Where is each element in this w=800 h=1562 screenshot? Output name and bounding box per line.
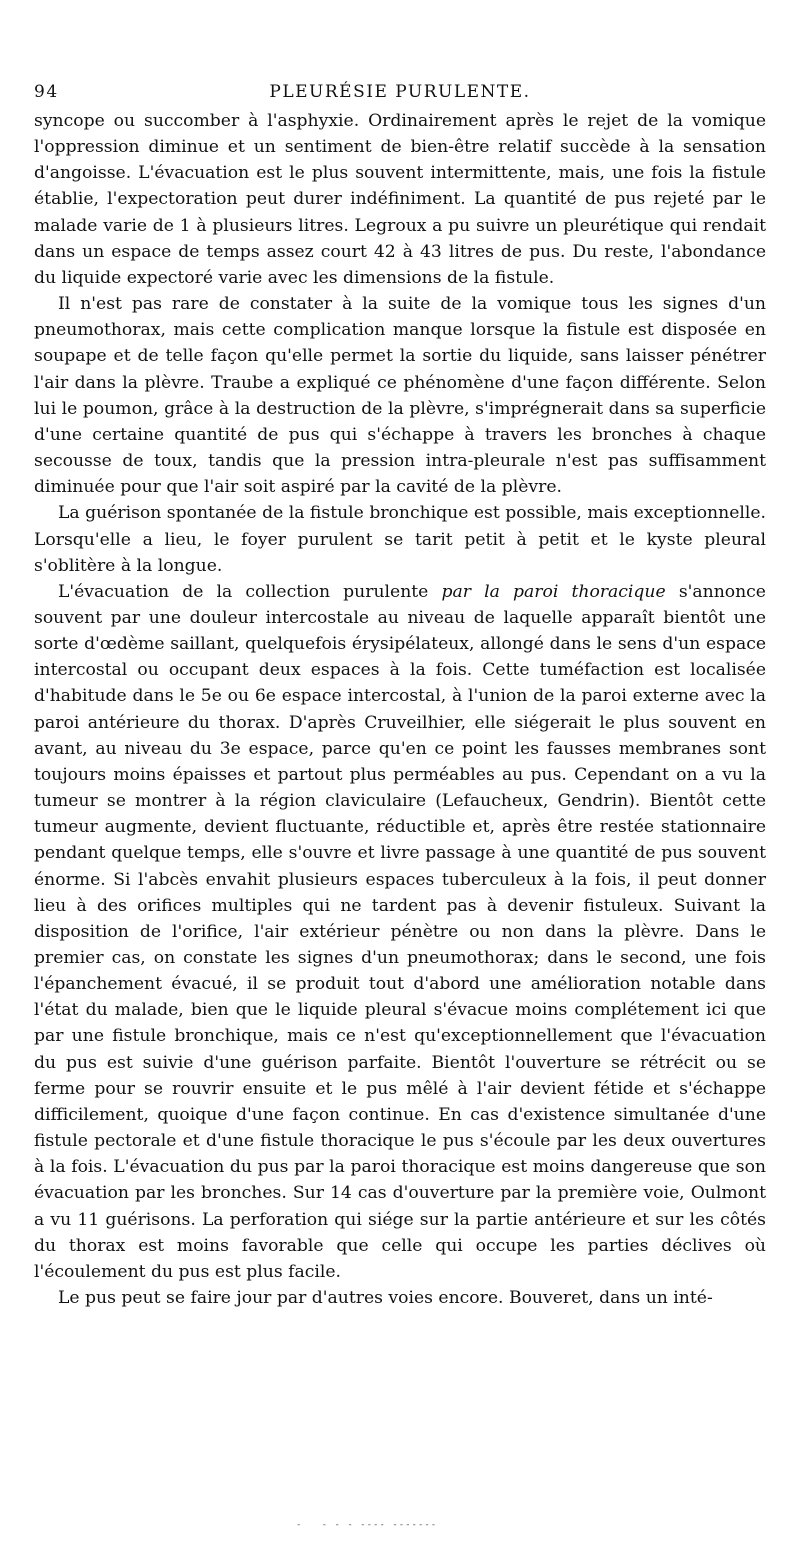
page-number: 94 <box>34 82 59 102</box>
italic-phrase: par la paroi thoracique <box>441 581 666 602</box>
paragraph-3: La guérison spontanée de la fistule bronchique est possible, mais exceptionnelle. Lorsqu'elle a lieu, le foyer purulent se tarit petit à petit et le kyste pleural s'oblitère à la longue. <box>34 503 766 576</box>
print-smudge-marks: - - - - ---- ------- <box>296 1520 438 1530</box>
book-page <box>34 74 766 1311</box>
paragraph-2: Il n'est pas rare de constater à la suite de la vomique tous les signes d'un pneumothorax, mais cette complication manque lorsque la fistule est disposée en soupape et de telle façon qu'elle permet la sortie du liquide, sans laisser pénétrer l'air dans la plèvre. Traube a expliqué ce phénomène d'une façon différente. Selon lui le poumon, grâce à la destruction de la plèvre, s'imprégnerait dans sa superficie d'une certaine quantité de pus qui s'échappe à travers les bronches à chaque secousse de toux, tandis que la pression intra-pleurale n'est pas suffisamment diminuée pour que l'air soit aspiré par la cavité de la plèvre. <box>34 294 766 498</box>
page-header <box>34 74 766 108</box>
paragraph-4 <box>34 579 766 1285</box>
paragraph-4-rest: s'annonce souvent par une douleur intercostale au niveau de laquelle apparaît bientôt une sorte d'œdème saillant, quelquefois érysipélateux, allongé dans le sens d'un espace intercostal ou occupant deux espaces à la fois. Cette tuméfaction est localisée d'habitude dans le 5e ou 6e espace intercostal, à l'union de la paroi externe avec la paroi antérieure du thorax. D'après Cruveilhier, elle siégerait le plus souvent en avant, au niveau du 3e espace, parce qu'en ce point les fausses membranes sont toujours moins épaisses et partout plus perméables au pus. Cependant on a vu la tumeur se montrer à la région claviculaire (Lefaucheux, Gendrin). Bientôt cette tumeur augmente, devient fluctuante, réductible et, après être restée stationnaire pendant quelque temps, elle s'ouvre et livre passage à une quantité de pus souvent énorme. Si l'abcès envahit plusieurs espaces tuberculeux à la fois, il peut donner lieu à des orifices multiples qui ne tardent pas à devenir fistuleux. Suivant la disposition de l'orifice, l'air extérieur pénètre ou non dans la plèvre. Dans le premier cas, on constate les signes d'un pneumothorax; dans le second, une fois l'épanchement évacué, il se produit tout d'abord une amélioration notable dans l'état du malade, bien que le liquide pleural s'évacue moins complétement ici que par une fistule bronchique, mais ce n'est qu'exceptionnellement que l'évacuation du pus est suivie d'une guérison parfaite. Bientôt l'ouverture se rétrécit ou se ferme pour se rouvrir ensuite et le pus mêlé à l'air devient fétide et s'échappe difficilement, quoique d'une façon continue. En cas d'existence simultanée d'une fistule pectorale et d'une fistule thoracique le pus s'écoule par les deux ouvertures à la fois. L'évacuation du pus par la paroi thoracique est moins dangereuse que son évacuation par les bronches. Sur 14 cas d'ouverture par la première voie, Oulmont a vu 11 guérisons. La perforation qui siége sur la partie antérieure et sur les côtés du thorax est moins favorable que celle qui occupe les parties déclives où l'écoulement du pus est plus facile. <box>34 581 766 1282</box>
paragraph-4-start: L'évacuation de la collection purulente <box>58 581 442 602</box>
body-text <box>34 108 766 1311</box>
running-title: PLEURÉSIE PURULENTE. <box>269 82 531 102</box>
paragraph-1: syncope ou succomber à l'asphyxie. Ordinairement après le rejet de la vomique l'oppression diminue et un sentiment de bien-être relatif succède à la sensation d'angoisse. L'évacuation est le plus souvent intermittente, mais, une fois la fistule établie, l'expectoration peut durer indéfiniment. La quantité de pus rejeté par le malade varie de 1 à plusieurs litres. Legroux a pu suivre un pleurétique qui rendait dans un espace de temps assez court 42 à 43 litres de pus. Du reste, l'abondance du liquide expectoré varie avec les dimensions de la fistule. <box>34 111 766 288</box>
paragraph-5: Le pus peut se faire jour par d'autres voies encore. Bouveret, dans un inté- <box>58 1288 713 1309</box>
